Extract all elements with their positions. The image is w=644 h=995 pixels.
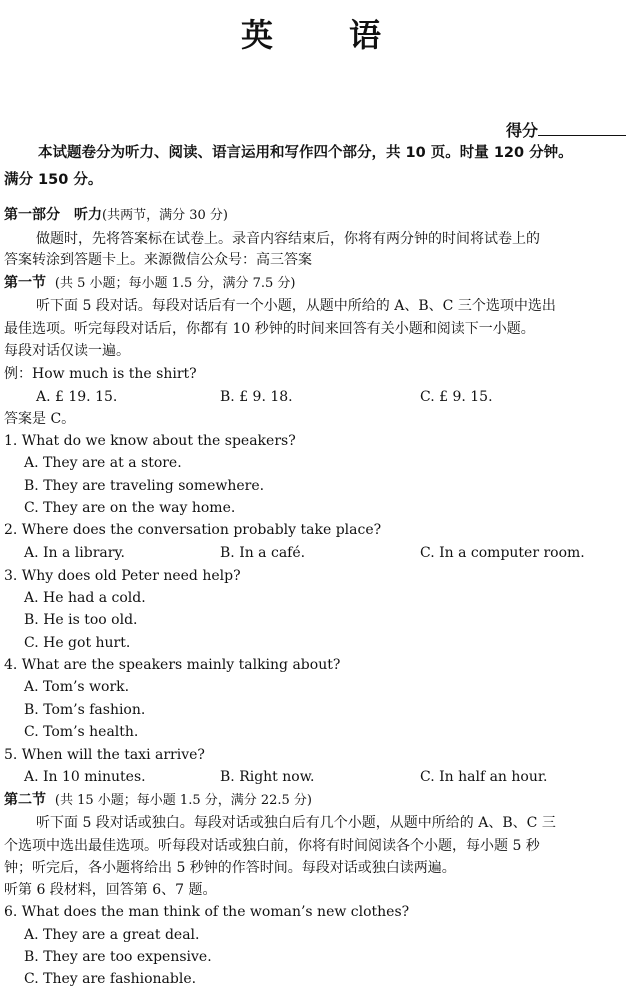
q4-option-c[interactable]: C. Tom’s health.: [24, 724, 139, 740]
q6-option-c[interactable]: C. They are fashionable.: [24, 971, 197, 987]
score-blank[interactable]: [538, 121, 626, 136]
q5-stem: 5. When will the taxi arrive?: [4, 747, 205, 763]
q3-stem: 3. Why does old Peter need help?: [4, 568, 241, 584]
part1-heading-note: (共两节，满分 30 分): [102, 208, 228, 223]
example-answer: 答案是 C。: [4, 411, 76, 427]
section1-instruction-2: 最佳选项。听完每段对话后，你都有 10 秒钟的时间来回答有关小题和阅读下一小题。: [4, 321, 535, 337]
q3-option-b[interactable]: B. He is too old.: [24, 612, 138, 628]
example-option-c: C. £ 9. 15.: [420, 389, 493, 405]
section1-instruction-3: 每段对话仅读一遍。: [4, 343, 130, 359]
section1-instruction-1: 听下面 5 段对话。每段对话后有一个小题，从题中所给的 A、B、C 三个选项中选出: [36, 298, 556, 314]
example-option-b: B. £ 9. 18.: [220, 389, 293, 405]
section1-heading: 第一节: [4, 275, 46, 291]
q1-stem: 1. What do we know about the speakers?: [4, 433, 296, 449]
q6-option-b[interactable]: B. They are too expensive.: [24, 949, 212, 965]
q6-stem: 6. What does the man think of the woman’s new clothes?: [4, 904, 410, 920]
part1-instruction-1: 做题时，先将答案标在试卷上。录音内容结束后，你将有两分钟的时间将试卷上的: [36, 231, 540, 247]
section2-material: 听第 6 段材料，回答第 6、7 题。: [4, 882, 217, 898]
part1-instruction-2: 答案转涂到答题卡上。来源微信公众号：高三答案: [4, 252, 312, 268]
q2-option-c[interactable]: C. In a computer room.: [420, 545, 585, 561]
q6-option-a[interactable]: A. They are a great deal.: [24, 927, 200, 943]
q2-stem: 2. Where does the conversation probably take place?: [4, 522, 382, 538]
section1-note: (共 5 小题；每小题 1.5 分，满分 7.5 分): [54, 276, 296, 291]
intro-line-2: 满分 150 分。: [4, 172, 103, 188]
q2-option-a[interactable]: A. In a library.: [24, 545, 125, 561]
q2-option-b[interactable]: B. In a café.: [220, 545, 306, 561]
intro-line-1: 本试题卷分为听力、阅读、语言运用和写作四个部分，共 10 页。时量 120 分钟。: [38, 145, 573, 161]
score-label: 得分: [505, 121, 538, 140]
page-title: 英 语: [240, 16, 403, 54]
q5-option-b[interactable]: B. Right now.: [220, 769, 315, 785]
section2-heading: 第二节: [4, 792, 46, 808]
example-option-a: A. £ 19. 15.: [36, 389, 118, 405]
q4-option-b[interactable]: B. Tom’s fashion.: [24, 702, 146, 718]
score-field: [506, 118, 626, 141]
part1-heading-row: [4, 205, 228, 226]
q5-option-c[interactable]: C. In half an hour.: [420, 769, 548, 785]
section2-note: (共 15 小题；每小题 1.5 分，满分 22.5 分): [54, 793, 313, 808]
q3-option-c[interactable]: C. He got hurt.: [24, 635, 131, 651]
q4-stem: 4. What are the speakers mainly talking about?: [4, 657, 341, 673]
section2-heading-row: [4, 790, 312, 811]
example-question: 例：How much is the shirt?: [4, 366, 197, 382]
section2-instruction-1: 听下面 5 段对话或独白。每段对话或独白后有几个小题，从题中所给的 A、B、C 三: [36, 815, 556, 831]
q3-option-a[interactable]: A. He had a cold.: [24, 590, 146, 606]
q1-option-b[interactable]: B. They are traveling somewhere.: [24, 478, 265, 494]
part1-heading: 第一部分 听力: [4, 207, 102, 223]
q5-option-a[interactable]: A. In 10 minutes.: [24, 769, 146, 785]
section2-instruction-2: 个选项中选出最佳选项。听每段对话或独白前，你将有时间阅读各个小题，每小题 5 秒: [4, 838, 540, 854]
q1-option-c[interactable]: C. They are on the way home.: [24, 500, 236, 516]
q4-option-a[interactable]: A. Tom’s work.: [24, 679, 130, 695]
section1-heading-row: [4, 273, 295, 294]
q1-option-a[interactable]: A. They are at a store.: [24, 455, 182, 471]
section2-instruction-3: 钟；听完后，各小题将给出 5 秒钟的作答时间。每段对话或独白读两遍。: [4, 860, 456, 876]
